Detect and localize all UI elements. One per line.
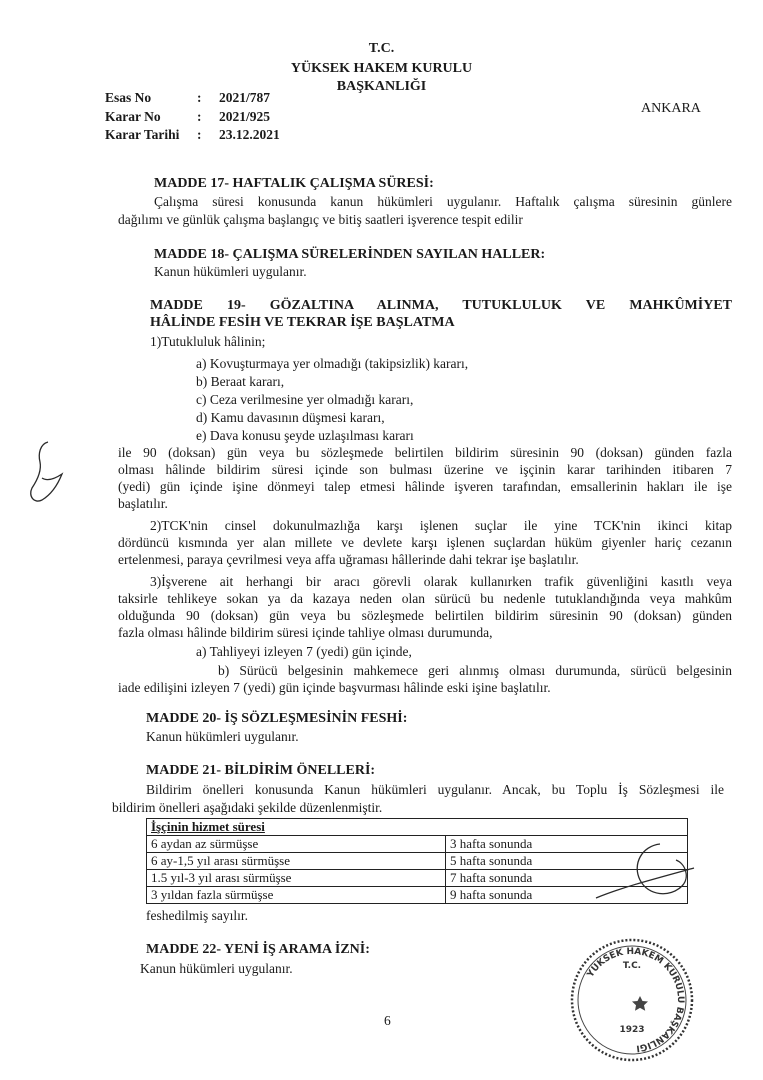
meta-value: 2021/787 bbox=[219, 90, 271, 105]
meta-value: 23.12.2021 bbox=[219, 127, 280, 142]
article-20-line1: Kanun hükümleri uygulanır. bbox=[146, 729, 299, 744]
article-19-p1-line1: ile 90 (doksan) gün veya bu sözleşmede belirtilen bildirim süresinin 90 (doksan) günden fazla bbox=[118, 445, 732, 460]
article-21-title: MADDE 21- BİLDİRİM ÖNELLERİ: bbox=[146, 763, 376, 778]
meta-key: Karar Tarihi bbox=[105, 127, 180, 142]
article-19-p1-line2: olması hâlinde bildirim süresi içinde son bulması üzerine ve işçinin karar tarihinden itibaren 7 bbox=[118, 462, 732, 477]
meta-karar-no bbox=[105, 109, 270, 125]
article-22-title: MADDE 22- YENİ İŞ ARAMA İZNİ: bbox=[146, 942, 370, 957]
article-19-p3-line2: taksirle tehlikeye sokan ya da kazaya neden olan sürücü bu nedenle tutuklandığında veya mahkûm bbox=[118, 591, 732, 606]
table-header: İşçinin hizmet süresi bbox=[147, 819, 688, 836]
star-icon bbox=[632, 996, 648, 1011]
article-19-item-d: d) Kamu davasının düşmesi kararı, bbox=[196, 410, 385, 425]
article-19-p3-line1: 3)İşverene ait herhangi bir aracı görevli olarak kullanırken trafik güvenliğini kasıtlı veya bbox=[150, 574, 732, 589]
table-cell-period: 6 aydan az sürmüşse bbox=[147, 836, 446, 853]
article-19-p3-item-b-line1: b) Sürücü belgesinin mahkemece geri alınmış olması durumunda, sürücü belgesinin bbox=[218, 663, 732, 678]
article-21-line1: Bildirim önelleri konusunda Kanun hükümleri uygulanır. Ancak, bu Toplu İş Sözleşmesi ile bbox=[146, 782, 724, 797]
meta-key: Karar No bbox=[105, 109, 161, 124]
seal-year: 1923 bbox=[619, 1025, 645, 1035]
article-21-line2: bildirim önelleri aşağıdaki şekilde düzenlenmiştir. bbox=[112, 800, 383, 815]
article-17-line2: dağılımı ve günlük çalışma başlangıç ve bitiş saatleri işverence tespit edilir bbox=[118, 212, 523, 227]
article-19-title-line2: HÂLİNDE FESİH VE TEKRAR İŞE BAŞLATMA bbox=[150, 315, 455, 330]
article-19-p3-item-a: a) Tahliyeyi izleyen 7 (yedi) gün içinde, bbox=[196, 644, 412, 659]
city-label: ANKARA bbox=[641, 101, 701, 116]
article-19-p2-line2: dördüncü kısmında yer alan millete ve devlete karşı işlenen suçlardan hüküm giyenler hariç cezanın bbox=[118, 535, 732, 550]
article-19-p3-item-b-line2: iade edilişini izleyen 7 (yedi) gün içinde başvurması hâlinde eski işine başlatılır. bbox=[118, 680, 551, 695]
official-seal-stamp bbox=[566, 934, 698, 1066]
table-cell-period: 6 ay-1,5 yıl arası sürmüşse bbox=[147, 853, 446, 870]
article-19-p3-line3: olduğunda 90 (doksan) gün veya bu sözleşmede belirtilen bildirim süresinin 90 (doksan) günden bbox=[118, 608, 732, 623]
article-19-item-a: a) Kovuşturmaya yer olmadığı (takipsizlik) kararı, bbox=[196, 356, 469, 371]
article-19-p3-line4: fazla olması hâlinde bildirim süresi içinde tahliye olması durumunda, bbox=[118, 625, 493, 640]
table-cell-notice: 3 hafta sonunda bbox=[446, 836, 688, 853]
article-19-p2-line3: ertelenmesi, paraya çevrilmesi veya affa uğraması hâllerinde dahi tekrar işe başlatılır. bbox=[118, 552, 579, 567]
page-number: 6 bbox=[384, 1013, 391, 1028]
article-21-after-table: feshedilmiş sayılır. bbox=[146, 908, 248, 923]
meta-esas-no bbox=[105, 90, 270, 106]
article-18-title: MADDE 18- ÇALIŞMA SÜRELERİNDEN SAYILAN HALLER: bbox=[154, 247, 546, 262]
table-cell-period: 1.5 yıl-3 yıl arası sürmüşse bbox=[147, 870, 446, 887]
article-18-line1: Kanun hükümleri uygulanır. bbox=[154, 264, 307, 279]
handwritten-initial-mark bbox=[26, 438, 68, 510]
meta-value: 2021/925 bbox=[219, 109, 271, 124]
meta-sep: : bbox=[197, 90, 202, 105]
crescent-icon bbox=[610, 988, 624, 1016]
meta-key: Esas No bbox=[105, 90, 152, 105]
table-cell-period: 3 yıldan fazla sürmüşse bbox=[147, 887, 446, 904]
article-22-line1: Kanun hükümleri uygulanır. bbox=[140, 961, 293, 976]
article-19-p2-line1: 2)TCK'nin cinsel dokunulmazlığa karşı işlenen suçlar ile yine TCK'nin ikinci kitap bbox=[150, 518, 732, 533]
table-header-row bbox=[147, 819, 688, 836]
header-institution: YÜKSEK HAKEM KURULU bbox=[290, 61, 473, 76]
article-19-title-line1: MADDE 19- GÖZALTINA ALINMA, TUTUKLULUK VE MAHKÛMİYET bbox=[150, 298, 732, 313]
seal-top-text: T.C. bbox=[622, 961, 642, 971]
article-20-title: MADDE 20- İŞ SÖZLEŞMESİNİN FESHİ: bbox=[146, 711, 408, 726]
article-19-item-b: b) Beraat kararı, bbox=[196, 374, 285, 389]
seal-ring-text: YÜKSEK HAKEM KURULU BAŞKANLIĞI bbox=[585, 946, 686, 1053]
table-cell-notice: 7 hafta sonunda bbox=[446, 870, 688, 887]
meta-sep: : bbox=[197, 127, 202, 142]
article-19-p1: 1)Tutukluluk hâlinin; bbox=[150, 334, 266, 349]
article-17-title: MADDE 17- HAFTALIK ÇALIŞMA SÜRESİ: bbox=[154, 176, 434, 191]
article-19-p1-line4: başlatılır. bbox=[118, 496, 168, 511]
meta-karar-tarihi bbox=[105, 127, 280, 143]
article-19-item-e: e) Dava konusu şeyde uzlaşılması kararı bbox=[196, 428, 414, 443]
header-department: BAŞKANLIĞI bbox=[336, 79, 427, 94]
table-cell-notice: 9 hafta sonunda bbox=[446, 887, 688, 904]
article-19-item-c: c) Ceza verilmesine yer olmadığı kararı, bbox=[196, 392, 414, 407]
header-tc: T.C. bbox=[368, 41, 395, 56]
table-cell-notice: 5 hafta sonunda bbox=[446, 853, 688, 870]
article-19-p1-line3: (yedi) gün içinde işine dönmeyi talep etmesi hâlinde işveren tarafından, emsallerinin hakları ile işe bbox=[118, 479, 732, 494]
article-17-line1: Çalışma süresi konusunda kanun hükümleri uygulanır. Haftalık çalışma süresinin günlere bbox=[154, 194, 732, 209]
handwritten-signature bbox=[590, 838, 700, 918]
meta-sep: : bbox=[197, 109, 202, 124]
